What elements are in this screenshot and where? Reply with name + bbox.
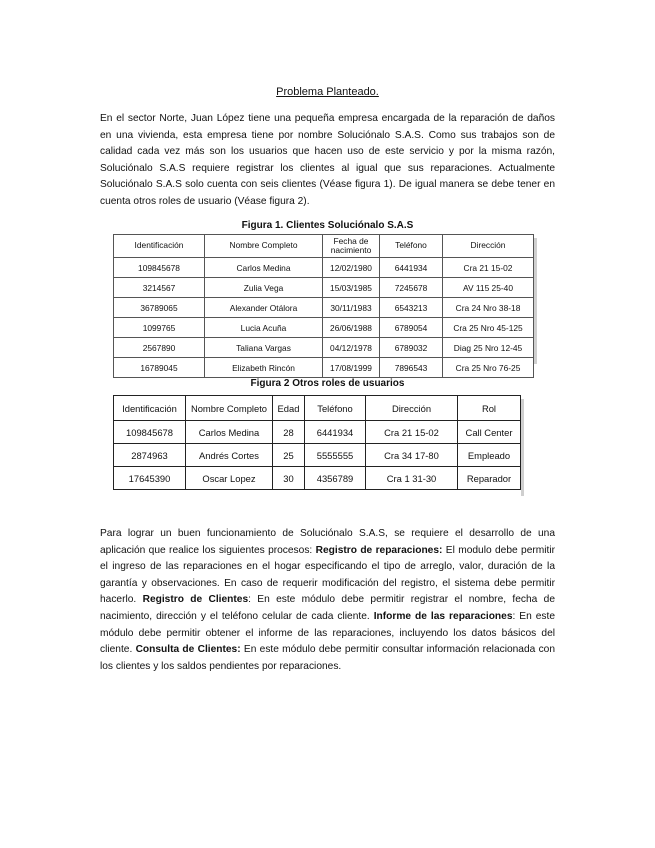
cell-telefono: 6789032 bbox=[380, 338, 443, 358]
requirements-paragraph bbox=[100, 526, 555, 675]
cell-nombre: Taliana Vargas bbox=[205, 338, 323, 358]
cell-edad: 28 bbox=[273, 421, 305, 444]
column-header: Teléfono bbox=[380, 235, 443, 258]
table-row bbox=[114, 278, 534, 298]
table-row bbox=[114, 421, 521, 444]
column-header: Edad bbox=[273, 396, 305, 421]
cell-telefono: 5555555 bbox=[305, 444, 366, 467]
requirement-text: El modulo debe permitir el ingreso de las reparaciones en el hogar especificando el tipo de arreglo, valor, duración de la garantía y observaciones. En caso de requerir modificación del registro, el sistema debe permitir hacerlo. bbox=[100, 544, 555, 606]
requirement-heading: Informe de las reparaciones bbox=[373, 610, 513, 622]
figure1-caption: Figura 1. Clientes Soluciónalo S.A.S bbox=[241, 220, 414, 231]
roles-table bbox=[113, 395, 521, 490]
cell-fecha: 15/03/1985 bbox=[323, 278, 380, 298]
cell-direccion: Cra 24 Nro 38-18 bbox=[443, 298, 534, 318]
column-header: Identificación bbox=[114, 396, 186, 421]
cell-direccion: Cra 21 15-02 bbox=[443, 258, 534, 278]
cell-nombre: Oscar Lopez bbox=[186, 467, 273, 490]
intro-paragraph: En el sector Norte, Juan López tiene una pequeña empresa encargada de la reparación de daños en una vivienda, esta empresa tiene por nombre Soluciónalo S.A.S. Como sus trabajos son de calidad cada vez más son los usuarios que hacen uso de este servicio y por la misma razón, Soluciónalo S.A.S requiere registrar los clientes al igual que sus reparaciones. Actualmente Soluciónalo S.A.S solo cuenta con seis clientes (Véase figura 1). De igual manera se debe tener en cuenta otros roles de usuario (Véase figura 2). bbox=[100, 113, 555, 207]
cell-identificacion: 109845678 bbox=[114, 258, 205, 278]
cell-rol: Reparador bbox=[458, 467, 521, 490]
column-header: Rol bbox=[458, 396, 521, 421]
cell-rol: Call Center bbox=[458, 421, 521, 444]
cell-direccion: Cra 21 15-02 bbox=[366, 421, 458, 444]
cell-fecha: 04/12/1978 bbox=[323, 338, 380, 358]
cell-nombre: Andrés Cortes bbox=[186, 444, 273, 467]
table-row bbox=[114, 358, 534, 378]
column-header: Fecha de nacimiento bbox=[323, 235, 380, 258]
page-title: Problema Planteado. bbox=[276, 86, 379, 98]
table-row bbox=[114, 444, 521, 467]
table-row bbox=[114, 318, 534, 338]
cell-telefono: 6789054 bbox=[380, 318, 443, 338]
column-header: Dirección bbox=[443, 235, 534, 258]
cell-nombre: Carlos Medina bbox=[186, 421, 273, 444]
cell-nombre: Lucia Acuña bbox=[205, 318, 323, 338]
cell-direccion: Cra 34 17-80 bbox=[366, 444, 458, 467]
cell-nombre: Zulia Vega bbox=[205, 278, 323, 298]
table-row bbox=[114, 298, 534, 318]
requirements-lead: Para lograr un buen funcionamiento de Soluciónalo S.A.S, se requiere el desarrollo de una aplicación que realice los siguientes procesos: bbox=[100, 528, 555, 556]
column-header: Teléfono bbox=[305, 396, 366, 421]
column-header: Identificación bbox=[114, 235, 205, 258]
cell-nombre: Elizabeth Rincón bbox=[205, 358, 323, 378]
cell-telefono: 6441934 bbox=[305, 421, 366, 444]
cell-identificacion: 16789045 bbox=[114, 358, 205, 378]
requirement-text: En este módulo debe permitir consultar información relacionada con los clientes y los saldos pendientes por reparaciones. bbox=[100, 644, 556, 672]
figure2-shadow bbox=[521, 399, 524, 496]
column-header: Nombre Completo bbox=[186, 396, 273, 421]
cell-fecha: 17/08/1999 bbox=[323, 358, 380, 378]
figure1-shadow bbox=[534, 238, 537, 364]
requirement-heading: Registro de reparaciones: bbox=[315, 544, 443, 556]
cell-direccion: Cra 25 Nro 45-125 bbox=[443, 318, 534, 338]
cell-identificacion: 109845678 bbox=[114, 421, 186, 444]
cell-identificacion: 36789065 bbox=[114, 298, 205, 318]
cell-identificacion: 2567890 bbox=[114, 338, 205, 358]
cell-direccion: AV 115 25-40 bbox=[443, 278, 534, 298]
cell-direccion: Diag 25 Nro 12-45 bbox=[443, 338, 534, 358]
cell-telefono: 4356789 bbox=[305, 467, 366, 490]
requirement-text: : En este módulo debe permitir obtener el informe de las reparaciones, incluyendo los datos básicos del cliente. bbox=[100, 610, 555, 656]
cell-direccion: Cra 25 Nro 76-25 bbox=[443, 358, 534, 378]
clients-table bbox=[113, 234, 534, 378]
table-header-row bbox=[114, 396, 521, 421]
cell-identificacion: 3214567 bbox=[114, 278, 205, 298]
cell-telefono: 6543213 bbox=[380, 298, 443, 318]
requirement-text: : En este módulo debe permitir registrar el nombre, fecha de nacimiento, dirección y el teléfono celular de cada cliente. bbox=[100, 594, 556, 622]
cell-identificacion: 1099765 bbox=[114, 318, 205, 338]
table-row bbox=[114, 258, 534, 278]
cell-identificacion: 17645390 bbox=[114, 467, 186, 490]
cell-direccion: Cra 1 31-30 bbox=[366, 467, 458, 490]
cell-telefono: 7896543 bbox=[380, 358, 443, 378]
cell-fecha: 12/02/1980 bbox=[323, 258, 380, 278]
cell-rol: Empleado bbox=[458, 444, 521, 467]
table-header-row bbox=[114, 235, 534, 258]
cell-nombre: Alexander Otálora bbox=[205, 298, 323, 318]
cell-telefono: 6441934 bbox=[380, 258, 443, 278]
table-row bbox=[114, 467, 521, 490]
requirement-heading: Consulta de Clientes: bbox=[135, 644, 241, 656]
cell-edad: 30 bbox=[273, 467, 305, 490]
cell-fecha: 26/06/1988 bbox=[323, 318, 380, 338]
cell-identificacion: 2874963 bbox=[114, 444, 186, 467]
figure2-caption: Figura 2 Otros roles de usuarios bbox=[250, 378, 405, 389]
requirement-heading: Registro de Clientes bbox=[142, 594, 249, 606]
column-header: Dirección bbox=[366, 396, 458, 421]
cell-fecha: 30/11/1983 bbox=[323, 298, 380, 318]
cell-telefono: 7245678 bbox=[380, 278, 443, 298]
cell-edad: 25 bbox=[273, 444, 305, 467]
cell-nombre: Carlos Medina bbox=[205, 258, 323, 278]
column-header: Nombre Completo bbox=[205, 235, 323, 258]
table-row bbox=[114, 338, 534, 358]
